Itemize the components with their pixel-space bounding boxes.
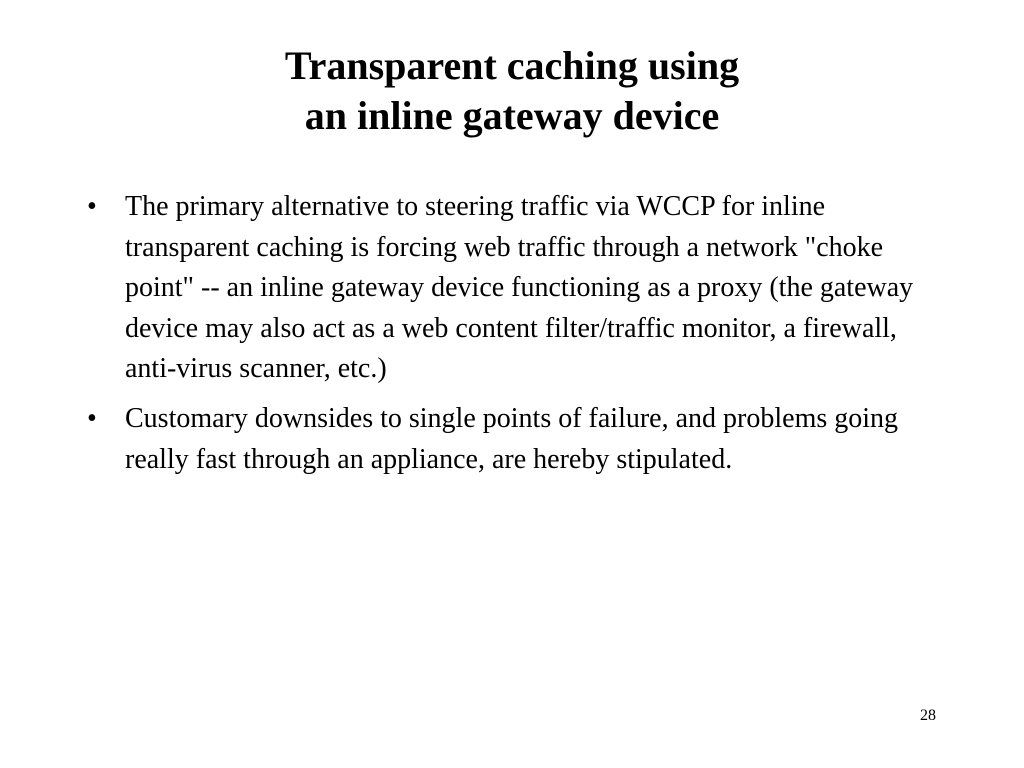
bullet-text: Customary downsides to single points of failure, and problems going really fast through an appliance, are hereby stipulated.: [125, 402, 899, 475]
bullet-marker: •: [87, 402, 97, 434]
bullet-item: [0, 187, 950, 390]
slide-title-line-1: Transparent caching using: [284, 43, 740, 88]
bullet-item: [0, 399, 950, 480]
bullet-list: [0, 187, 1024, 489]
page-number: 28: [920, 707, 936, 724]
slide-title-line-2: an inline gateway device: [304, 93, 720, 138]
bullet-text: The primary alternative to steering traffic via WCCP for inline transparent caching is forcing web traffic through a network "choke point" -- an inline gateway device functioning as a proxy (the gateway device may also act as a web content filter/traffic monitor, a firewall, anti-virus scanner, etc.): [125, 191, 914, 385]
bullet-marker: •: [87, 191, 97, 222]
slide-title: [0, 41, 1024, 141]
